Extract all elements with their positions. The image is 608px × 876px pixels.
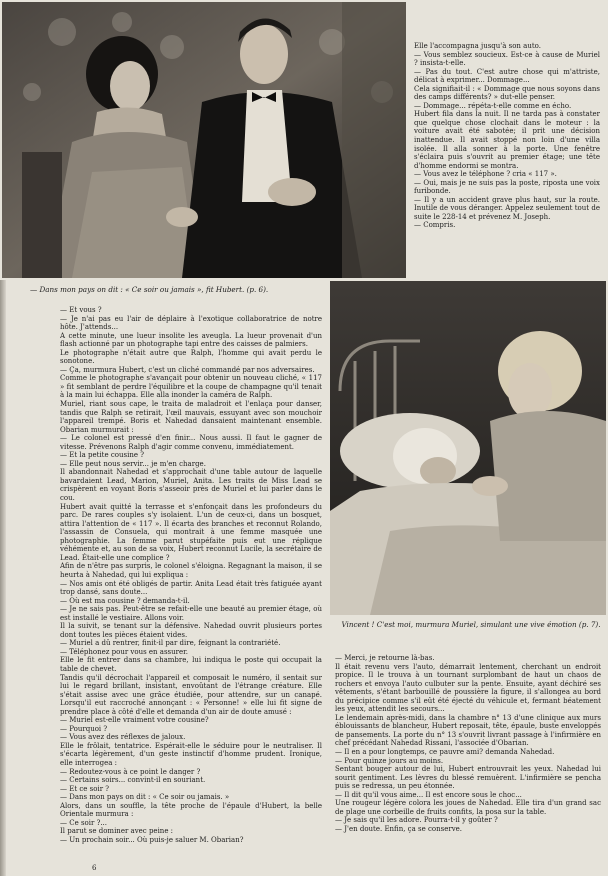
paragraph: Alors, dans un souffle, la tête proche de l'épaule d'Hubert, la belle Orientale murmura : xyxy=(60,801,322,819)
paragraph: Muriel, riant sous cape, le traita de maladroit et l'enlaça pour danser, tandis que Ralph se retirait, l'œil mauvais, essuyant avec son mouchoir l'appareil trempé. Boris et Nahedad dansaient maintenant ensemble. Obarian murmurait : xyxy=(60,400,322,434)
photo-hubert-muriel-clinic xyxy=(330,281,606,615)
paragraph: — Pourquoi ? xyxy=(60,724,108,733)
caption-top-photo: — Dans mon pays on dit : « Ce soir ou jamais », fit Hubert. (p. 6). xyxy=(30,285,269,294)
paragraph: — Il dit qu'il vous aime... Il est encore sous le choc... xyxy=(335,790,522,799)
paragraph: Le photographe n'était autre que Ralph, l'homme qui avait perdu le sonotone. xyxy=(60,348,322,366)
paragraph: — Où est ma cousine ? demanda-t-il. xyxy=(60,596,190,605)
paragraph: — Pas du tout. C'est autre chose qui m'attriste, délicat à exprimer... Dommage... xyxy=(414,67,600,85)
paragraph: Hubert fila dans la nuit. Il ne tarda pas à constater que quelque chose clochait dans le moteur : la voiture avait été sabotée; il prit une décision inattendue. Il avait stoppé non loin d'une villa isolée. Il alla sonner à la porte. Une fenêtre s'éclaira puis s'ouvrit au premier étage; une tête d'homme endormi se montra. xyxy=(414,110,600,170)
paragraph: Cela signifiait-il : « Dommage que nous soyons dans des camps différents? » dut-elle penser. xyxy=(414,84,600,102)
paragraph: — Dommage... répéta-t-elle comme en écho. xyxy=(414,101,572,110)
paragraph: — J'en doute. Enfin, ça se conserve. xyxy=(335,824,463,833)
paragraph: — Vous semblez soucieux. Est-ce à cause de Muriel ? insista-t-elle. xyxy=(414,50,600,68)
paragraph: — Et la petite cousine ? xyxy=(60,451,144,460)
paragraph: Elle le frôlait, tentatrice. Espérait-elle le séduire pour le neutraliser. Il s'écarta légèrement, d'un geste instinctif d'homme prudent. Ironique, elle interrogea : xyxy=(60,741,322,767)
paragraph: — Nos amis ont été obligés de partir. Anita Lead était très fatiguée ayant trop dansé, sans doute... xyxy=(60,579,322,597)
paragraph: Il la suivit, se tenant sur la défensive. Nahedad ouvrit plusieurs portes dont toutes les pièces étaient vides. xyxy=(60,622,322,639)
paragraph: — Vous avez le téléphone ? cria « 117 ». xyxy=(414,170,557,179)
text-column-bottom-right xyxy=(335,654,601,870)
paragraph: Il abandonnait Nahedad et s'approchait d'une table autour de laquelle bavardaient Lead, Marion, Muriel, Anita. Les traits de Miss Lead se crispèrent en voyant Boris s'asseoir près de Muriel et lui parler dans le cou. xyxy=(60,468,322,503)
paragraph: A cette minute, une lueur insolite les aveugla. La lueur provenait d'un flash actionné par un photographe tapi entre des caisses de palmiers. xyxy=(60,331,322,349)
paragraph: — Vous avez des réflexes de jaloux. xyxy=(60,733,186,742)
paragraph: — Dans mon pays on dit : « Ce soir ou jamais. » xyxy=(60,793,230,802)
paragraph: — Compris. xyxy=(414,221,456,230)
paragraph: Le lendemain après-midi, dans la chambre n° 13 d'une clinique aux murs éblouissants de blancheur, Hubert reposait, tête, épaule, buste enveloppés de pansements. La porte du n° 13 s'ouvrit livrant passage à l'infirmière en chef précédant Nahedad Rissani, l'associée d'Obarian. xyxy=(335,713,601,748)
paragraph: — Ça, murmura Hubert, c'est un cliché commandé par nos adversaires. xyxy=(60,365,315,374)
paragraph: — Je sais qu'il les adore. Pourra-t-il y goûter ? xyxy=(335,816,498,825)
paragraph: — Muriel a dû rentrer, finit-il par dire, feignant la contrariété. xyxy=(60,639,281,648)
paragraph: — Un prochain soir... Où puis-je saluer M. Obarian? xyxy=(60,835,244,844)
paragraph: — Pour quinze jours au moins. xyxy=(335,756,444,765)
paragraph: — Redoutez-vous à ce point le danger ? xyxy=(60,767,201,776)
paragraph: — Oui, mais je ne suis pas la poste, riposta une voix furibonde. xyxy=(414,178,600,196)
paragraph: — Muriel est-elle vraiment votre cousine? xyxy=(60,716,209,725)
paragraph: Comme le photographe s'avançait pour obtenir un nouveau cliché, « 117 » fit semblant de perdre l'équilibre et la coupe de champagne qu'il tenait à la main lui échappa. Elle alla inonder la caméra de Ralph. xyxy=(60,374,322,400)
page-binding-edge xyxy=(0,280,6,876)
paragraph: Afin de n'être pas surpris, le colonel s'éloigna. Regagnant la maison, il se heurta à Nahedad, qui lui expliqua : xyxy=(60,562,322,579)
paragraph: Elle l'accompagna jusqu'à son auto. xyxy=(414,42,541,50)
paragraph: Tandis qu'il décrochait l'appareil et composait le numéro, il sentait sur lui le regard brillant, insistant, envoûtant de l'étrange créature. Elle s'était assise avec une grâce étudiée, pour attendre, sur un canapé. Lorsqu'il eut raccroché annonçant : « Personne! » elle lui fit signe de prendre place à côté d'elle et demanda d'un air de doute amusé : xyxy=(60,673,322,716)
paragraph: — Je n'ai pas eu l'air de déplaire à l'exotique collaboratrice de notre hôte. J'attends... xyxy=(60,314,322,332)
paragraph: — Il en a pour longtemps, ce pauvre ami? demanda Nahedad. xyxy=(335,748,555,757)
page-number: 6 xyxy=(92,864,97,872)
paragraph: — Je ne sais pas. Peut-être se refait-elle une beauté au premier étage, où est installé le vestiaire. Allons voir. xyxy=(60,605,322,622)
paragraph: — Téléphonez pour vous en assurer. xyxy=(60,647,188,656)
text-column-left xyxy=(60,306,322,866)
text-column-top-right xyxy=(414,42,600,276)
photo-hubert-nahedad xyxy=(2,2,406,278)
caption-right-photo: Vincent ! C'est moi, murmura Muriel, simulant une vive émotion (p. 7). xyxy=(341,620,601,629)
paragraph: Sentant bouger autour de lui, Hubert entrouvrait les yeux. Nahedad lui sourit gentiment. Les lèvres du blessé remuèrent. L'infirmière se pencha puis se redressa, un peu étonnée. xyxy=(335,765,601,791)
paragraph: — Et vous ? xyxy=(60,306,102,314)
paragraph: Il était revenu vers l'auto, démarrait lentement, cherchant un endroit propice. Il le trouva à un tournant surplombant de haut un chaos de rochers et envoya l'auto culbuter sur la pente. Ensuite, ayant déchiré ses vêtements, s'étant barbouillé de poussière la figure, il s'allongea au bord du précipice comme s'il eût été éjecté du véhicule et, fermant béatement les yeux, attendit les secours... xyxy=(335,662,601,714)
paragraph: Une rougeur légère colora les joues de Nahedad. Elle tira d'un grand sac de plage une corbeille de fruits confits, la posa sur la table. xyxy=(335,799,601,816)
paragraph: Il parut se dominer avec peine : xyxy=(60,827,174,836)
paragraph: Hubert avait quitté la terrasse et s'enfonçait dans les profondeurs du parc. De rares couples s'y isolaient. L'un de ceux-ci, dans un bosquet, attira l'attention de « 117 ». Il écarta des branches et reconnut Rolando, l'assassin de Consuela, qui montrait à une femme masquée une photographie. La femme parut stupéfaite puis eut une réplique véhémente et, au son de sa voix, Hubert reconnut Lucile, la secrétaire de Lead. Était-elle une complice ? xyxy=(60,502,322,562)
paragraph: Elle le fit entrer dans sa chambre, lui indiqua le poste qui occupait la table de chevet. xyxy=(60,656,322,673)
paragraph: — Le colonel est pressé d'en finir... Nous aussi. Il faut le gagner de vitesse. Prévenons Ralph d'agir comme convenu, immédiatement. xyxy=(60,434,322,451)
paragraph: — Ce soir ?... xyxy=(60,818,107,827)
paragraph: — Il y a un accident grave plus haut, sur la route. Inutile de vous déranger. Appelez seulement tout de suite le 228-14 et prévenez M. Joseph. xyxy=(414,195,600,221)
paragraph: — Elle peut nous servir... je m'en charge. xyxy=(60,459,206,468)
paragraph: — Merci, je retourne là-bas. xyxy=(335,654,435,662)
paragraph: — Et ce soir ? xyxy=(60,784,110,793)
paragraph: — Certains soirs... convint-il en souriant. xyxy=(60,776,206,785)
